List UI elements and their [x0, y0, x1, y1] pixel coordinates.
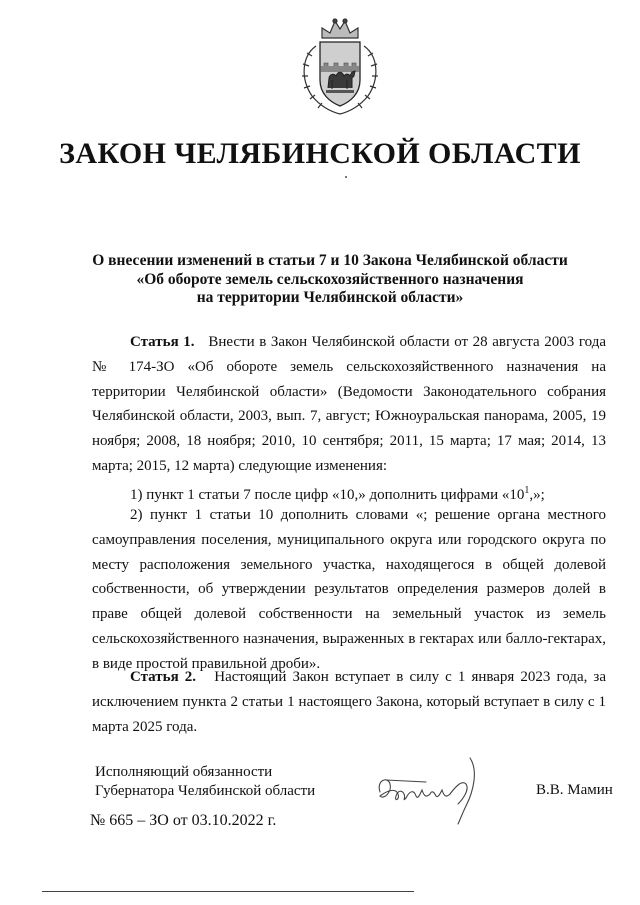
- registration-number: № 665 – ЗО от 03.10.2022 г.: [90, 812, 277, 829]
- article-1-text: Внести в Закон Челябинской области от 28 августа 2003 года № 174-ЗО «Об обороте земель сельскохозяйственного назначения на территории Челябинской области» (Ведомости Законодательного собрания Челябинской области, 2003, вып. 7, август; Южноуральская панорама, 2005, 19 ноября; 2008, 18 ноября; 2010, 10 сентября; 2011, 15 марта; 17 мая; 2014, 13 марта; 2015, 12 марта) следующие изменения:: [92, 334, 606, 474]
- law-subject-heading: [60, 252, 600, 308]
- article-1-item-2: 2) пункт 1 статьи 10 дополнить словами «; решение органа местного самоуправления поселения, муниципального округа или городского округа по месту расположения земельного участка, находящегося в общей долевой собственности, об утверждении результатов определения размеров долей в праве общей долевой собственности на земельный участок из земель сельскохозяйственного назначения, выраженных в гектарах или балло-гектарах, в виде простой правильной дроби».: [92, 507, 606, 672]
- article-1-label: Статья 1.: [130, 334, 195, 350]
- page-mark: [345, 176, 347, 178]
- document-title: ЗАКОН ЧЕЛЯБИНСКОЙ ОБЛАСТИ: [59, 137, 581, 170]
- article-2-label: Статья 2.: [130, 669, 197, 685]
- article-1-paragraph: [92, 330, 606, 479]
- signatory-position-line: Исполняющий обязанности: [95, 764, 273, 780]
- subject-line: на территории Челябинской области»: [196, 289, 464, 306]
- item-1-tail: ,»;: [529, 487, 545, 503]
- item-1-text: 1) пункт 1 статьи 7 после цифр «10,» дополнить цифрами «10: [130, 487, 525, 503]
- footer-divider: [42, 891, 414, 892]
- handwritten-signature: [366, 750, 506, 830]
- subject-line: О внесении изменений в статьи 7 и 10 Закона Челябинской области: [92, 252, 568, 269]
- article-2-paragraph: [92, 665, 606, 739]
- signatory-position-line: Губернатора Челябинской области: [95, 782, 316, 799]
- signatory-name: В.В. Мамин: [536, 782, 613, 798]
- article-2-text: Настоящий Закон вступает в силу с 1 января 2023 года, за исключением пункта 2 статьи 1 настоящего Закона, который вступает в силу с 1 марта 2025 года.: [92, 669, 606, 735]
- item-1-superscript: 1: [524, 485, 530, 496]
- coat-of-arms-icon: [292, 16, 388, 116]
- subject-line: «Об обороте земель сельскохозяйственного назначения: [136, 270, 524, 288]
- signatory-position: [95, 763, 315, 800]
